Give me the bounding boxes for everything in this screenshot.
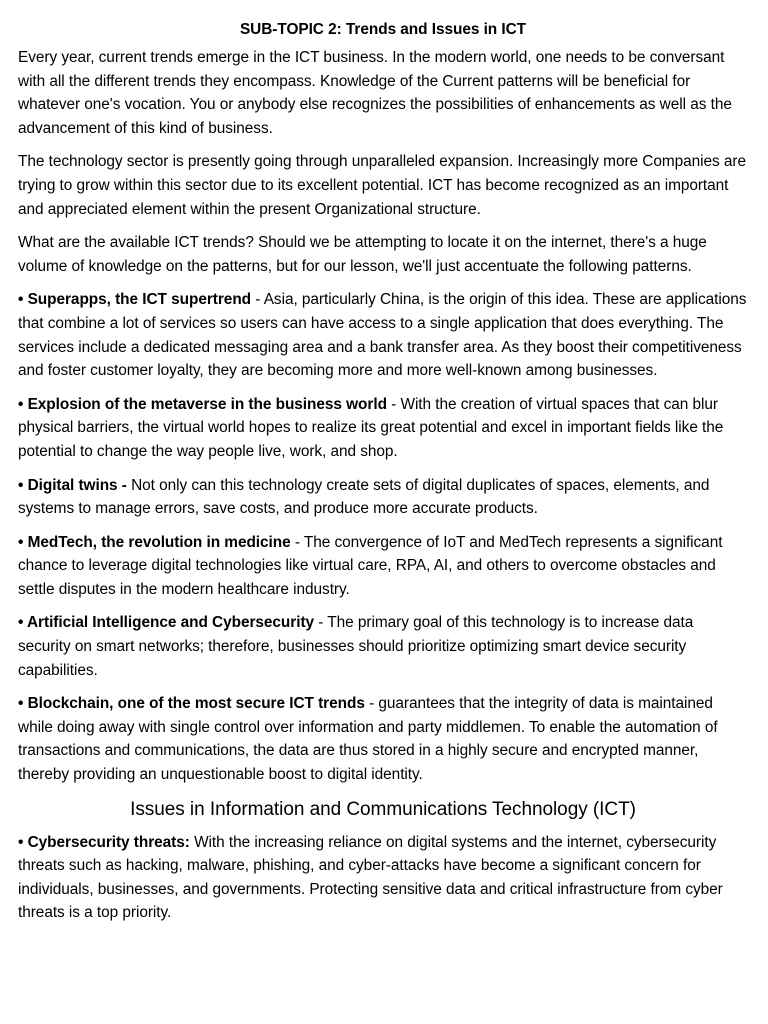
- trend-item-ai-cybersecurity: [18, 611, 748, 682]
- trend-lead: • Artificial Intelligence and Cybersecurity: [18, 614, 315, 632]
- trend-text: - The convergence of IoT and MedTech represents a significant chance to leverage digital technologies like virtual care, RPA, AI, and others to overcome obstacles and settle disputes in the modern healthcare industry.: [18, 533, 723, 598]
- issues-section-heading: Issues in Information and Communications Technology (ICT): [130, 798, 636, 820]
- trend-item-superapps: [18, 288, 748, 382]
- trend-text: - The primary goal of this technology is to increase data security on smart networks; therefore, businesses should prioritize optimizing smart device security capabilities.: [18, 614, 694, 679]
- trend-item-metaverse: [18, 393, 748, 464]
- trend-lead: • MedTech, the revolution in medicine: [18, 533, 291, 551]
- trend-item-blockchain: [18, 692, 748, 786]
- intro-paragraph-1: Every year, current trends emerge in the ICT business. In the modern world, one needs to be conversant with all the different trends they encompass. Knowledge of the Current patterns will be beneficial for whatever one's vocation. You or anybody else recognizes the possibilities of enhancements as well as the advancement of this kind of business.: [18, 49, 732, 137]
- trend-text: - With the creation of virtual spaces that can blur physical barriers, the virtual world hopes to realize its great potential and excel in important fields like the potential to change the way people live, work, and shop.: [18, 395, 724, 460]
- intro-paragraph-2: The technology sector is presently going through unparalleled expansion. Increasingly more Companies are trying to grow within this sector due to its excellent potential. ICT has become recognized as an important and appreciated element within the present Organizational structure.: [18, 153, 746, 218]
- trend-lead: • Blockchain, one of the most secure ICT trends: [18, 695, 365, 713]
- intro-paragraph-3: What are the available ICT trends? Should we be attempting to locate it on the internet, there's a huge volume of knowledge on the patterns, but for our lesson, we'll just accentuate the following patterns.: [18, 234, 707, 275]
- trend-lead: • Explosion of the metaverse in the business world: [18, 395, 387, 413]
- issue-text: With the increasing reliance on digital systems and the internet, cybersecurity threats such as hacking, malware, phishing, and cyber-attacks have become a significant concern for individuals, businesses, and governments. Protecting sensitive data and critical infrastructure from cyber threats is a top priority.: [18, 833, 723, 922]
- issue-lead: • Cybersecurity threats:: [18, 833, 190, 851]
- issue-item-cybersecurity-threats: [18, 831, 748, 925]
- page-title: SUB-TOPIC 2: Trends and Issues in ICT: [239, 21, 527, 38]
- trend-item-medtech: [18, 531, 748, 602]
- trend-text: - guarantees that the integrity of data is maintained while doing away with single control over information and party middlemen. To enable the automation of transactions and communications, the data are thus stored in a highly secure and encrypted manner, thereby providing an unquestionable boost to digital identity.: [18, 695, 718, 784]
- trend-text: Not only can this technology create sets of digital duplicates of spaces, elements, and systems to manage errors, save costs, and produce more accurate products.: [18, 476, 710, 518]
- trend-text: - Asia, particularly China, is the origin of this idea. These are applications that combine a lot of services so users can have access to a single application that does everything. The services include a dedicated messaging area and a bank transfer area. As they boost their competitiveness and foster customer loyalty, they are becoming more and more well-known among businesses.: [18, 291, 747, 380]
- trend-lead: • Superapps, the ICT supertrend: [18, 291, 252, 309]
- trend-item-digital-twins: [18, 474, 748, 521]
- trend-lead: • Digital twins -: [18, 476, 127, 494]
